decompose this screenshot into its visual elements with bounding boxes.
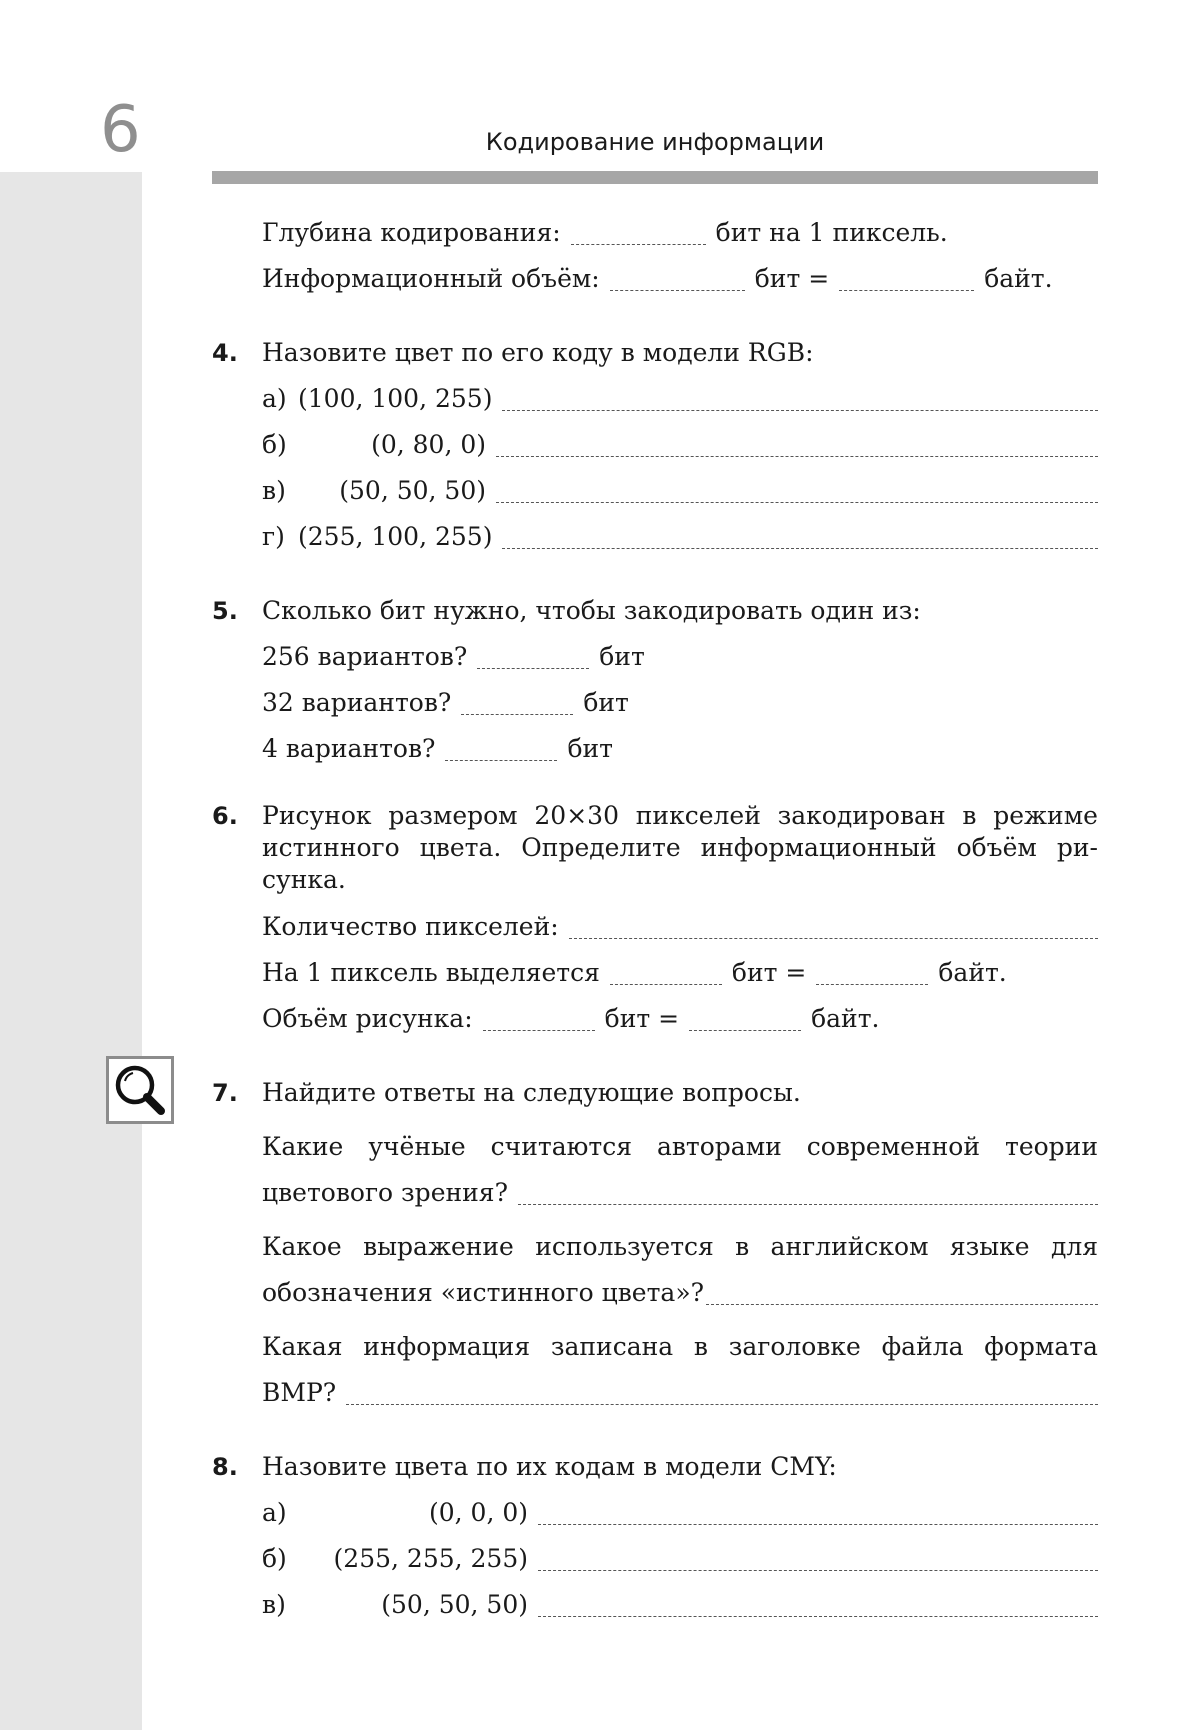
task7-q2-line2: обозначения «истинного цвета»? xyxy=(212,1270,1098,1316)
volume-unit-bytes: байт. xyxy=(984,264,1053,293)
unit: бит xyxy=(599,642,645,671)
cmy-code: (50, 50, 50) xyxy=(381,1590,528,1619)
task8-item xyxy=(212,1536,1098,1582)
depth-unit: бит на 1 пиксель. xyxy=(715,218,948,247)
task6-question-line1: Рисунок размером 20×30 пикселей закодирован в режиме xyxy=(262,801,1098,830)
depth-label: Глубина кодирования: xyxy=(262,218,561,247)
item-label: а) xyxy=(262,384,287,413)
task6-question-line2: истинного цвета. Определите информационный объём ри- xyxy=(262,833,1098,862)
task6-number: 6. xyxy=(212,802,238,830)
unit: бит xyxy=(567,734,613,763)
per-pixel-unit-bits: бит = xyxy=(731,958,807,987)
size-unit-bits: бит = xyxy=(604,1004,680,1033)
task4-question: Назовите цвет по его коду в модели RGB: xyxy=(262,338,814,367)
answer-blank[interactable] xyxy=(496,455,1098,457)
task4-number: 4. xyxy=(212,339,238,367)
depth-answer-blank[interactable] xyxy=(571,243,706,245)
task5-item xyxy=(212,726,1098,772)
task7-q1-line2: цветового зрения? xyxy=(212,1170,1098,1216)
task7-heading xyxy=(212,1070,1098,1116)
task7-q3-line1: Какая информация записана в заголовке файла формата xyxy=(262,1332,1098,1361)
size-bits-blank[interactable] xyxy=(483,1029,595,1031)
header-rule xyxy=(212,171,1098,184)
per-pixel-bits-blank[interactable] xyxy=(610,983,722,985)
task7-intro: Найдите ответы на следующие вопросы. xyxy=(262,1078,801,1107)
volume-line xyxy=(212,256,1098,302)
task7-q1-line1: Какие учёные считаются авторами современной теории xyxy=(262,1132,1098,1161)
rgb-code: (50, 50, 50) xyxy=(339,476,486,505)
volume-bits-blank[interactable] xyxy=(610,289,745,291)
depth-line xyxy=(212,210,1098,256)
task4-item xyxy=(212,422,1098,468)
rgb-code: (0, 80, 0) xyxy=(371,430,486,459)
item-label: в) xyxy=(262,476,286,505)
cmy-code: (255, 255, 255) xyxy=(333,1544,528,1573)
answer-blank[interactable] xyxy=(346,1403,1098,1405)
worksheet-content xyxy=(212,210,1098,1628)
task5-question: Сколько бит нужно, чтобы закодировать один из: xyxy=(262,596,921,625)
task8-item xyxy=(212,1490,1098,1536)
variants-text: 4 вариантов? xyxy=(262,734,436,763)
size-bytes-blank[interactable] xyxy=(689,1029,801,1031)
task7-q2-line1: Какое выражение используется в английском языке для xyxy=(262,1232,1098,1261)
rgb-code: (255, 100, 255) xyxy=(298,522,493,551)
rgb-code: (100, 100, 255) xyxy=(298,384,493,413)
pixels-label: Количество пикселей: xyxy=(262,912,559,941)
answer-blank[interactable] xyxy=(445,759,557,761)
search-task-box xyxy=(106,1056,174,1124)
task7-number: 7. xyxy=(212,1079,238,1107)
task8-heading xyxy=(212,1444,1098,1490)
task5-number: 5. xyxy=(212,597,238,625)
side-band xyxy=(0,172,142,1730)
magnifier-icon xyxy=(109,1059,171,1121)
answer-blank[interactable] xyxy=(477,667,589,669)
task5-item xyxy=(212,680,1098,726)
task6-heading xyxy=(212,800,1098,832)
task8-number: 8. xyxy=(212,1453,238,1481)
answer-blank[interactable] xyxy=(538,1615,1098,1617)
size-unit-bytes: байт. xyxy=(811,1004,880,1033)
task4-item xyxy=(212,468,1098,514)
item-label: б) xyxy=(262,1544,287,1573)
cmy-code: (0, 0, 0) xyxy=(428,1498,528,1527)
image-size-line xyxy=(212,996,1098,1042)
size-label: Объём рисунка: xyxy=(262,1004,473,1033)
task8-item xyxy=(212,1582,1098,1628)
per-pixel-label: На 1 пиксель выделяется xyxy=(262,958,600,987)
volume-bytes-blank[interactable] xyxy=(839,289,974,291)
volume-label: Информационный объём: xyxy=(262,264,600,293)
per-pixel-unit-bytes: байт. xyxy=(938,958,1007,987)
per-pixel-line xyxy=(212,950,1098,996)
item-label: а) xyxy=(262,1498,287,1527)
answer-blank[interactable] xyxy=(538,1523,1098,1525)
unit: бит xyxy=(583,688,629,717)
pixels-count-line xyxy=(212,904,1098,950)
answer-blank[interactable] xyxy=(502,409,1098,411)
task5-heading xyxy=(212,588,1098,634)
task8-question: Назовите цвета по их кодам в модели CMY: xyxy=(262,1452,837,1481)
per-pixel-bytes-blank[interactable] xyxy=(816,983,928,985)
chapter-number: 6 xyxy=(100,93,141,167)
item-label: в) xyxy=(262,1590,286,1619)
task6-question-line3: сунка. xyxy=(262,865,346,894)
answer-blank[interactable] xyxy=(518,1203,1098,1205)
chapter-title: Кодирование информации xyxy=(485,128,825,156)
item-label: г) xyxy=(262,522,285,551)
variants-text: 32 вариантов? xyxy=(262,688,452,717)
answer-blank[interactable] xyxy=(538,1569,1098,1571)
answer-blank[interactable] xyxy=(706,1303,1098,1305)
volume-unit-bits: бит = xyxy=(754,264,830,293)
task4-item xyxy=(212,514,1098,560)
task7-q3-line2: BMP? xyxy=(212,1370,1098,1416)
answer-blank[interactable] xyxy=(502,547,1098,549)
answer-blank[interactable] xyxy=(496,501,1098,503)
item-label: б) xyxy=(262,430,287,459)
task4-heading xyxy=(212,330,1098,376)
answer-blank[interactable] xyxy=(461,713,573,715)
pixels-answer-blank[interactable] xyxy=(569,937,1098,939)
task5-item xyxy=(212,634,1098,680)
variants-text: 256 вариантов? xyxy=(262,642,468,671)
task4-item xyxy=(212,376,1098,422)
